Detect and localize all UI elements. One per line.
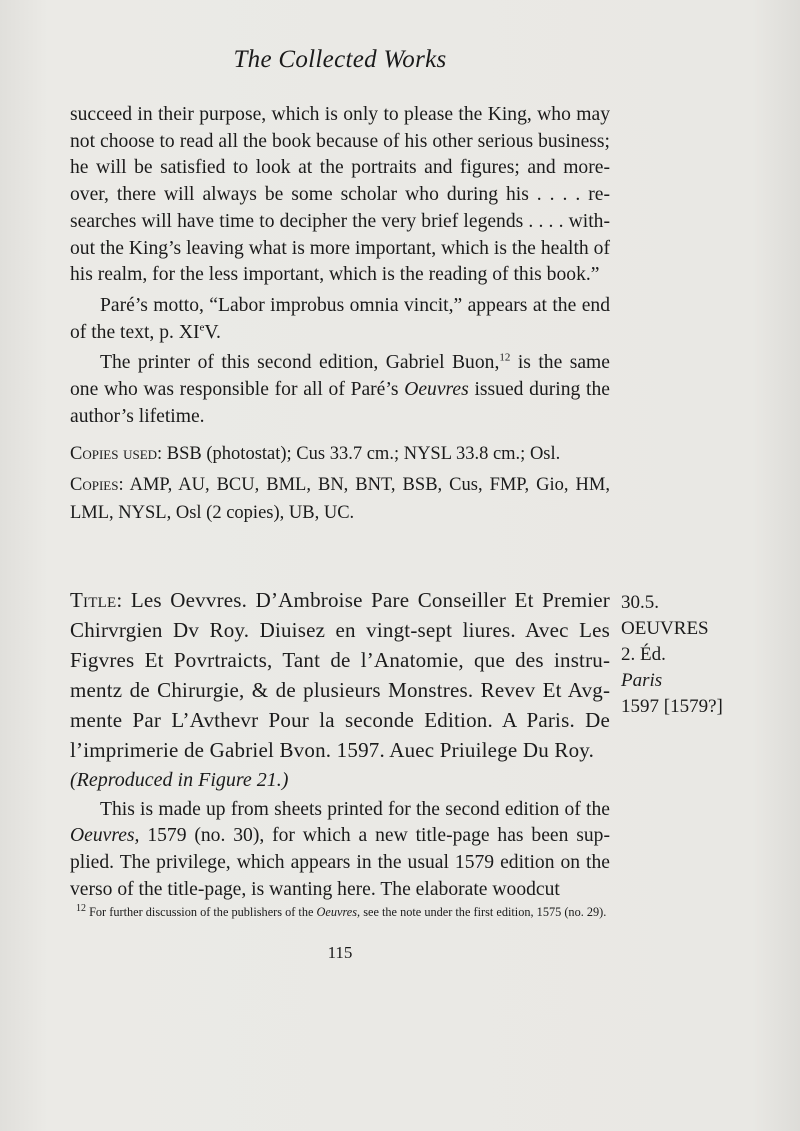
running-header: The Collected Works bbox=[233, 46, 447, 73]
oeuvres-italic: Oeuvres bbox=[404, 379, 469, 401]
copies-used-label: Copies used bbox=[70, 444, 158, 465]
margin-note bbox=[621, 590, 741, 720]
entry-title: OEUVRES bbox=[621, 618, 709, 639]
entry-edition: 2. Éd. bbox=[621, 644, 666, 665]
oeuvres-italic-2: Oeuvres, bbox=[70, 825, 140, 847]
footnote-reference: 12 bbox=[499, 351, 511, 364]
paragraph-quote-end: succeed in their purpose, which is only to please the King, who may not choose to read all the book because of his other serious business; he will be satisfied to look at the portraits and figures; and moreover, there will always be some scholar who during his . . . . researches will have time to decipher the very brief legends . . . . without the King’s leaving what is more important, which is the health of his realm, for the less important, which is the reading of this book.” bbox=[70, 104, 610, 286]
footnote-text: For further discussion of the publishers of the bbox=[86, 905, 317, 919]
description-text: This is made up from sheets printed for the second edition of the bbox=[100, 798, 610, 820]
entry-place: Paris bbox=[621, 670, 663, 691]
paragraph-printer bbox=[70, 350, 610, 430]
copies-label: Copies bbox=[70, 475, 119, 496]
printer-text: The printer of this second edition, Gabriel Buon, bbox=[100, 352, 500, 374]
copies-used-line bbox=[70, 440, 610, 468]
motto-text: Paré’s motto, “Labor improbus omnia vincit,” appears at the end of the text, p. XI bbox=[70, 294, 610, 343]
page-number: 115 bbox=[327, 943, 353, 962]
title-entry bbox=[70, 585, 610, 765]
footnote bbox=[76, 904, 610, 920]
footnote-italic: Oeuvres, bbox=[316, 905, 361, 919]
main-text-lower bbox=[70, 585, 610, 904]
main-text-upper bbox=[70, 102, 610, 527]
footnote-text-end: see the note under the first edition, 1575 (no. 29). bbox=[360, 905, 607, 919]
reproduced-note: (Reproduced in Figure 21.) bbox=[70, 769, 289, 791]
entry-number: 30.5. bbox=[621, 592, 659, 613]
description-text-end: 1579 (no. 30), for which a new title-page has been supplied. The privilege, which appears in the usual 1579 edition on the verso of the title-page, is wanting here. The elaborate woodcut bbox=[70, 825, 610, 900]
motto-superscript: e bbox=[199, 321, 205, 334]
paragraph-motto bbox=[70, 293, 610, 346]
printer-text-end: issued during the author’s lifetime. bbox=[70, 379, 610, 427]
copies-used-text: : BSB (photostat); Cus 33.7 cm.; NYSL 33.8 cm.; Osl. bbox=[157, 444, 561, 465]
copies-text: : AMP, AU, BCU, BML, BN, BNT, BSB, Cus, FMP, Gio, HM, LML, NYSL, Osl (2 copies), UB, UC. bbox=[70, 475, 610, 524]
motto-text-end: V. bbox=[204, 321, 221, 343]
title-text: : Les Oevvres. D’Ambroise Pare Conseiller Et Premier Chirvrgien Dv Roy. Diuisez en vingt-sept liures. Avec Les Figvres Et Povrtraicts, Tant de l’Anatomie, que des instrumentz de Chirurgie, & de plusieurs Monstres. Revev Et Avgmente Par L’Avthevr Pour la seconde Edition. A Paris. De l’imprimerie de Gabriel Bvon. 1597. Auec Priuilege Du Roy. bbox=[70, 588, 610, 762]
printer-text-mid: is the same one who was responsible for all of Paré’s bbox=[70, 352, 610, 401]
paragraph-description bbox=[70, 797, 610, 904]
copies-line bbox=[70, 471, 610, 527]
entry-year: 1597 [1579?] bbox=[621, 696, 723, 717]
footnote-number: 12 bbox=[76, 902, 86, 914]
title-label: Title bbox=[70, 588, 117, 612]
